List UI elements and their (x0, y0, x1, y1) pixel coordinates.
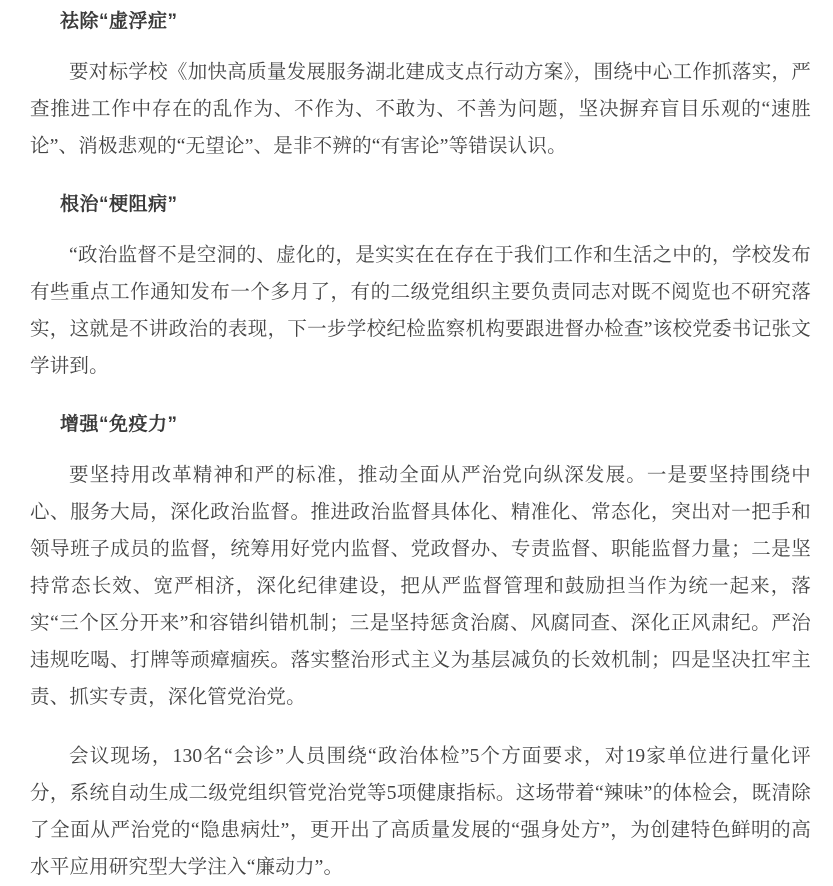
spacer (30, 716, 811, 738)
paragraph-3: 要坚持用改革精神和严的标准，推动全面从严治党向纵深发展。一是要坚持围绕中心、服务大局，深化政治监督。推进政治监督具体化、精准化、常态化，突出对一把手和领导班子成员的监督，统筹用好党内监督、党政督办、专责监督、职能监督力量；二是坚持常态长效、宽严相济，深化纪律建设，把从严监督管理和鼓励担当作为统一起来，落实“三个区分开来”和容错纠错机制；三是坚持惩贪治腐、风腐同查、深化正风肃纪。严治违规吃喝、打牌等顽瘴痼疾。落实整治形式主义为基层减负的长效机制；四是坚决扛牢主责、抓实专责，深化管党治党。 (30, 465, 811, 708)
section-heading-2: 根治“梗阻病” (60, 194, 178, 215)
spacer (30, 33, 811, 54)
paragraph-2: “政治监督不是空洞的、虚化的，是实实在在存在于我们工作和生活之中的，学校发布有些重点工作通知发布一个多月了，有的二级党组织主要负责同志对既不阅览也不研究落实，这就是不讲政治的表现，下一步学校纪检监察机构要跟进督办检查”该校党委书记张文学讲到。 (30, 245, 811, 377)
paragraph-1: 要对标学校《加快高质量发展服务湖北建成支点行动方案》，围绕中心工作抓落实，严查推进工作中存在的乱作为、不作为、不敢为、不善为问题，坚决摒弃盲目乐观的“速胜论”、消极悲观的“无望论”、是非不辨的“有害论”等错误认识。 (30, 62, 811, 157)
spacer (30, 165, 811, 189)
spacer (30, 385, 811, 409)
section-heading-3: 增强“免疫力” (60, 414, 178, 435)
paragraph-4: 会议现场，130名“会诊”人员围绕“政治体检”5个方面要求，对19家单位进行量化评分，系统自动生成二级党组织管党治党等5项健康指标。这场带着“辣味”的体检会，既清除了全面从严治党的“隐患病灶”，更开出了高质量发展的“强身处方”，为创建特色鲜明的高水平应用研究型大学注入“廉动力”。 (30, 746, 811, 878)
spacer (30, 216, 811, 237)
spacer (30, 436, 811, 457)
section-heading-1: 祛除“虚浮症” (60, 11, 178, 32)
